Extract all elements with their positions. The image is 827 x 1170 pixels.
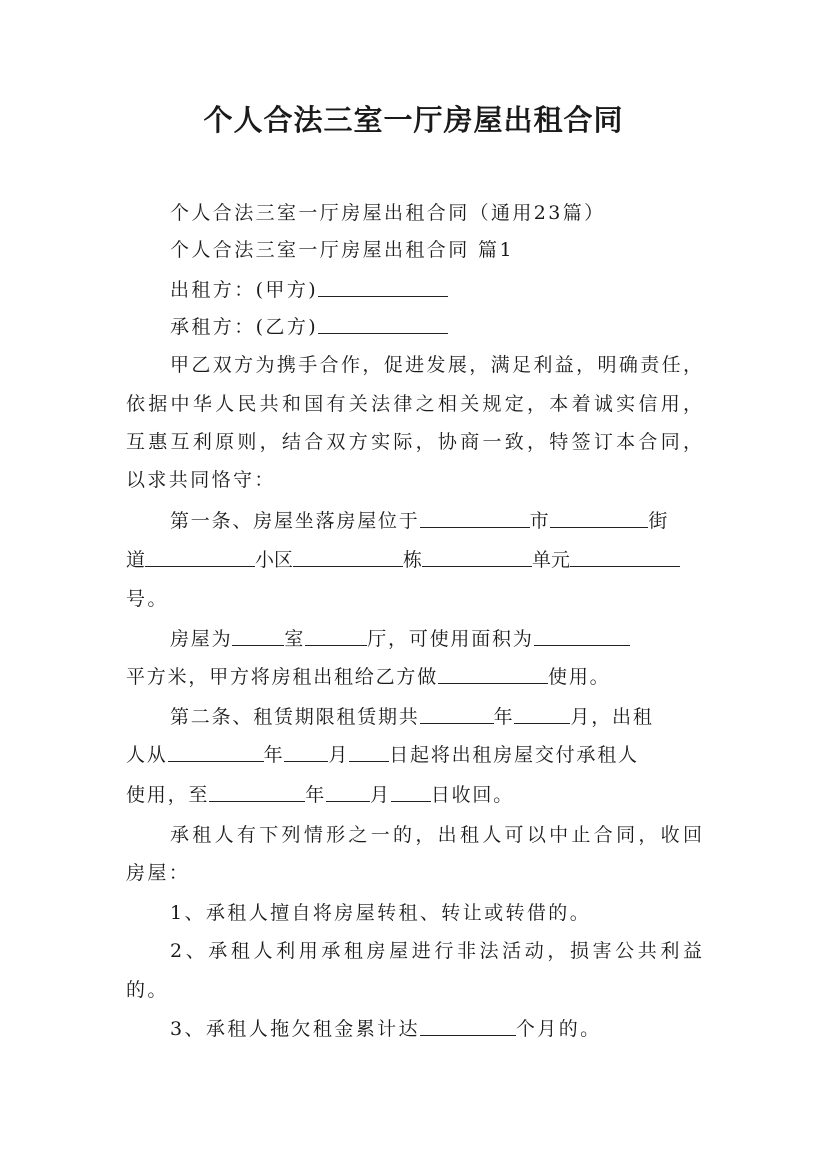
lessor-line [170,277,702,303]
city-blank [420,509,530,528]
clause-text: 厅，可使用面积为 [367,628,534,650]
list-item [170,1016,702,1042]
lessor-label: 出租方：(甲方) [170,279,319,301]
paragraph-line: 互惠互利原则，结合双方实际，协商一致，特签订本合同， [126,431,702,453]
street-name-blank [145,548,255,567]
clause-text: 年 [263,744,285,766]
clause-text: 栋 [403,549,423,571]
clause-text: 月，出租 [570,706,654,728]
community-blank [293,548,403,567]
paragraph-line: 依据中华人民共和国有关法律之相关规定，本着诚实信用， [126,393,702,415]
building-blank [422,548,532,567]
rooms-blank [232,627,284,646]
clause-text: 使用，至 [126,784,210,806]
subtitle-line: 个人合法三室一厅房屋出租合同（通用23篇） [170,202,606,224]
clause-1-line: 号。 [126,588,169,610]
clause-text: 日收回。 [430,784,515,806]
clause-2-line [126,742,702,768]
clause-text: 道 [126,549,146,571]
start-month-blank [284,743,328,762]
room-line [170,626,702,652]
paragraph-line: 房屋： [126,862,191,884]
clause-text: 年 [305,784,327,806]
term-months-blank [514,705,570,724]
paragraph-line: 以求共同恪守： [126,469,276,491]
section-heading: 个人合法三室一厅房屋出租合同 篇1 [170,239,514,261]
months-overdue-blank [420,1017,516,1036]
halls-blank [305,627,367,646]
list-item: 2、承租人利用承租房屋进行非法活动，损害公共利益 [170,940,702,962]
usage-blank [438,665,548,684]
clause-text: 平方米，甲方将房租出租给乙方做 [126,666,439,688]
clause-text: 年 [493,706,515,728]
paragraph-line: 甲乙双方为携手合作，促进发展，满足利益，明确责任， [170,354,702,376]
unit-blank [570,548,680,567]
clause-text: 市 [529,510,551,532]
clause-2-line [126,782,702,808]
start-day-blank [349,743,389,762]
end-year-blank [209,783,305,802]
lessee-blank [318,315,448,334]
end-month-blank [326,783,370,802]
clause-text: 小区 [255,549,294,571]
paragraph-line: 承租人有下列情形之一的，出租人可以中止合同，收回 [170,824,702,846]
clause-text: 日起将出租房屋交付承租人 [389,744,639,766]
clause-1-line [126,547,702,573]
clause-text: 室 [284,628,306,650]
clause-text: 第一条、房屋坐落房屋位于 [170,510,420,532]
start-year-blank [168,743,264,762]
document-title: 个人合法三室一厅房屋出租合同 [203,103,624,137]
clause-text: 街 [648,510,670,532]
clause-text: 人从 [126,744,168,766]
clause-text: 使用。 [548,666,611,688]
list-item: 的。 [126,979,169,1001]
lessor-blank [318,278,448,297]
clause-text: 月 [370,784,391,806]
clause-text: 房屋为 [170,628,233,650]
clause-text: 3、承租人拖欠租金累计达 [170,1018,420,1040]
end-day-blank [391,783,431,802]
clause-text: 月 [328,744,350,766]
clause-text: 第二条、租赁期限租赁期共 [170,706,420,728]
area-blank [534,627,630,646]
room-line [126,664,702,690]
lessee-label: 承租方：(乙方) [170,316,319,338]
street-blank [550,509,648,528]
clause-text: 单元 [532,549,571,571]
clause-2-line [170,704,702,730]
clause-1-line [170,508,702,534]
clause-text: 个月的。 [515,1018,602,1040]
term-years-blank [420,705,494,724]
lessee-line [170,314,702,340]
list-item: 1、承租人擅自将房屋转租、转让或转借的。 [170,902,592,924]
